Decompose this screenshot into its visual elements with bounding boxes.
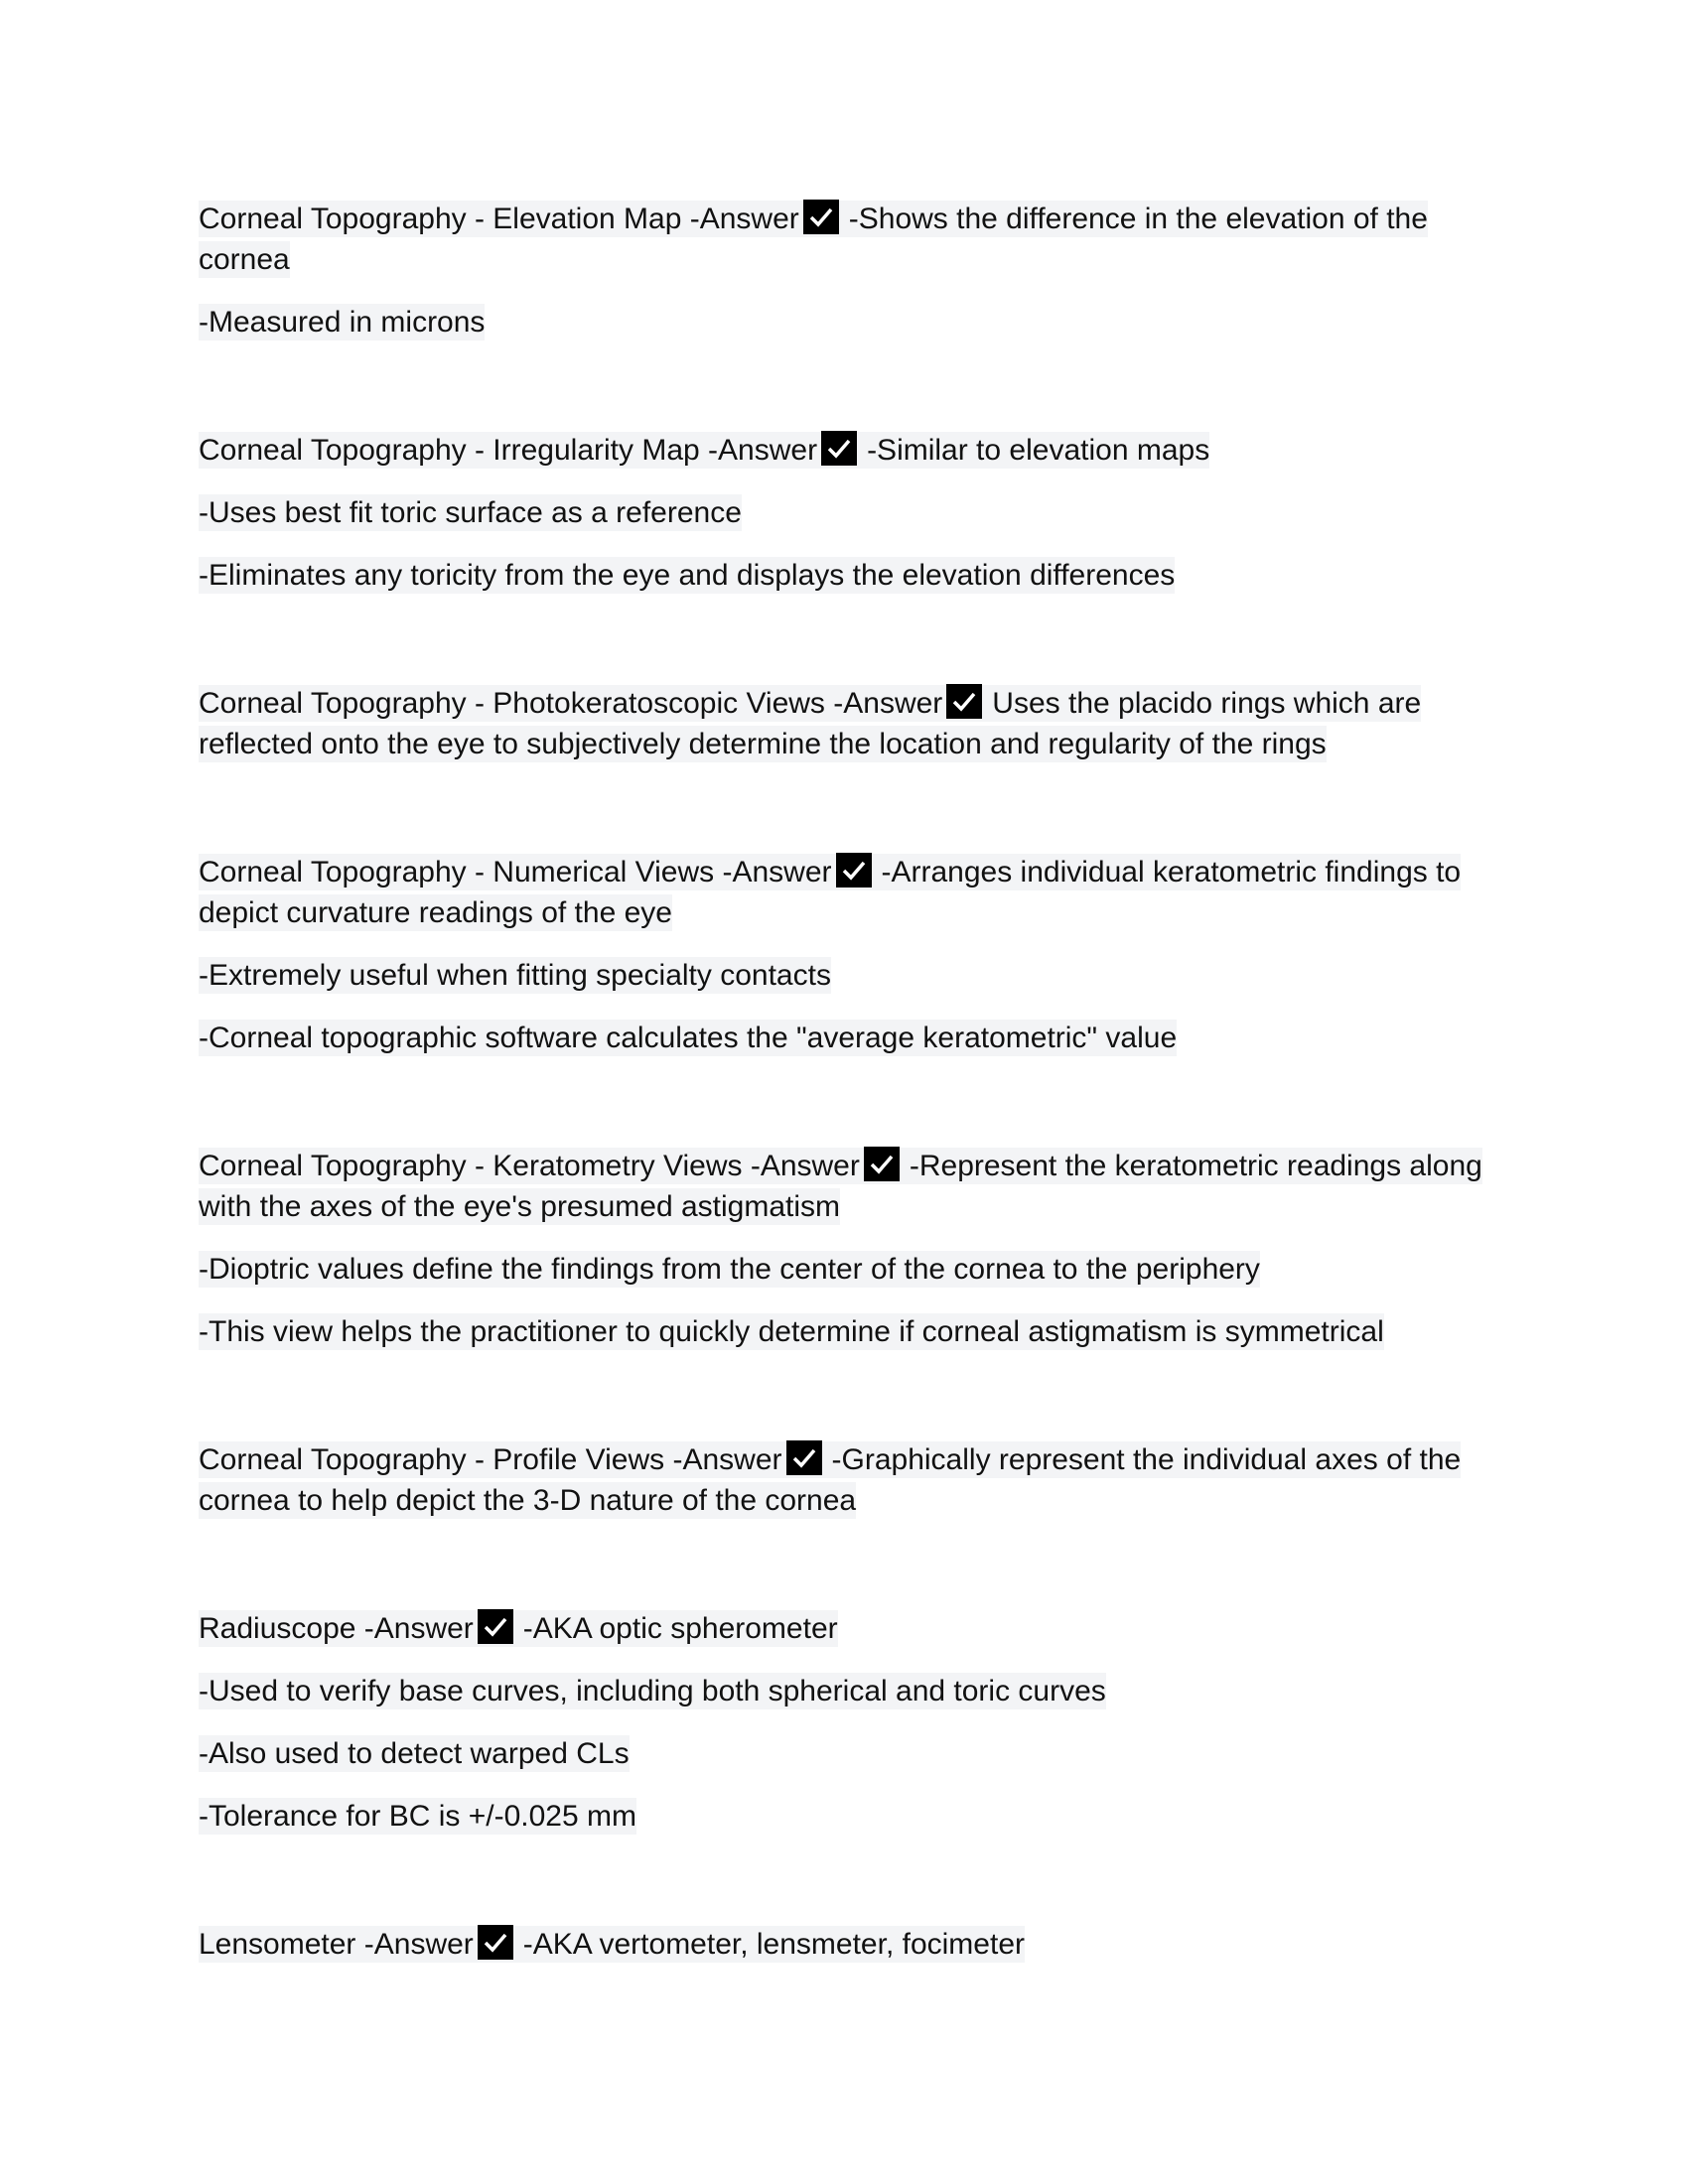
flashcard-entry — [199, 1146, 1489, 1352]
entry-detail: -Also used to detect warped CLs — [199, 1737, 630, 1770]
entry-term: Corneal Topography - Irregularity Map -Answer — [199, 434, 818, 467]
entry-answer: -Similar to elevation maps — [867, 434, 1210, 467]
entry-main-line — [199, 1924, 1489, 1965]
checkmark-icon — [478, 1925, 513, 1960]
entry-term: Corneal Topography - Keratometry Views -Answer — [199, 1150, 860, 1182]
entry-main-line — [199, 1608, 1489, 1649]
entry-answer: -Represent the keratometric readings along with the axes of the eye's presumed astigmatism — [199, 1150, 1482, 1223]
flashcard-entry — [199, 1924, 1489, 1965]
entry-main-line — [199, 683, 1489, 764]
flashcard-entry — [199, 852, 1489, 1058]
flashcard-entry — [199, 1439, 1489, 1521]
entry-main-line — [199, 199, 1489, 280]
entry-detail: -Tolerance for BC is +/-0.025 mm — [199, 1800, 636, 1833]
checkmark-icon — [946, 684, 982, 719]
entry-main-line — [199, 430, 1489, 471]
checkmark-icon — [864, 1147, 900, 1181]
checkmark-icon — [821, 431, 857, 466]
flashcard-entry — [199, 1608, 1489, 1837]
entry-detail: -Uses best fit toric surface as a reference — [199, 496, 742, 529]
entry-term: Corneal Topography - Profile Views -Answer — [199, 1443, 782, 1476]
checkmark-icon — [803, 200, 839, 234]
entry-term: Corneal Topography - Numerical Views -Answer — [199, 856, 832, 888]
entry-detail: -Corneal topographic software calculates the "average keratometric" value — [199, 1022, 1178, 1054]
flashcard-entry — [199, 683, 1489, 764]
entry-detail: -Eliminates any toricity from the eye and displays the elevation differences — [199, 559, 1176, 592]
checkmark-icon — [478, 1609, 513, 1644]
entry-detail: -Extremely useful when fitting specialty contacts — [199, 959, 831, 992]
entry-term: Corneal Topography - Elevation Map -Answer — [199, 203, 799, 235]
entry-detail: -Used to verify base curves, including both spherical and toric curves — [199, 1675, 1106, 1707]
entry-detail: -Measured in microns — [199, 306, 486, 339]
checkmark-icon — [836, 853, 872, 887]
entry-answer: -AKA vertometer, lensmeter, focimeter — [522, 1928, 1025, 1961]
entry-answer: -Graphically represent the individual axes of the cornea to help depict the 3-D nature of the cornea — [199, 1443, 1462, 1517]
entry-detail: -Dioptric values define the findings from the center of the cornea to the periphery — [199, 1253, 1260, 1286]
checkmark-icon — [786, 1440, 822, 1475]
entry-answer: -Shows the difference in the elevation of the cornea — [199, 203, 1428, 276]
entry-main-line — [199, 1146, 1489, 1227]
flashcard-entry — [199, 199, 1489, 342]
entry-answer: -Arranges individual keratometric findings to depict curvature readings of the eye — [199, 856, 1462, 929]
entry-term: Lensometer -Answer — [199, 1928, 474, 1961]
entry-answer: Uses the placido rings which are reflected onto the eye to subjectively determine the location and regularity of the rings — [199, 687, 1422, 760]
flashcard-entry — [199, 430, 1489, 596]
entry-main-line — [199, 852, 1489, 933]
entry-answer: -AKA optic spherometer — [522, 1612, 838, 1645]
document-page — [199, 199, 1489, 1965]
entry-term: Corneal Topography - Photokeratoscopic Views -Answer — [199, 687, 943, 720]
entry-main-line — [199, 1439, 1489, 1521]
entry-detail: -This view helps the practitioner to quickly determine if corneal astigmatism is symmetrical — [199, 1315, 1384, 1348]
entry-term: Radiuscope -Answer — [199, 1612, 474, 1645]
